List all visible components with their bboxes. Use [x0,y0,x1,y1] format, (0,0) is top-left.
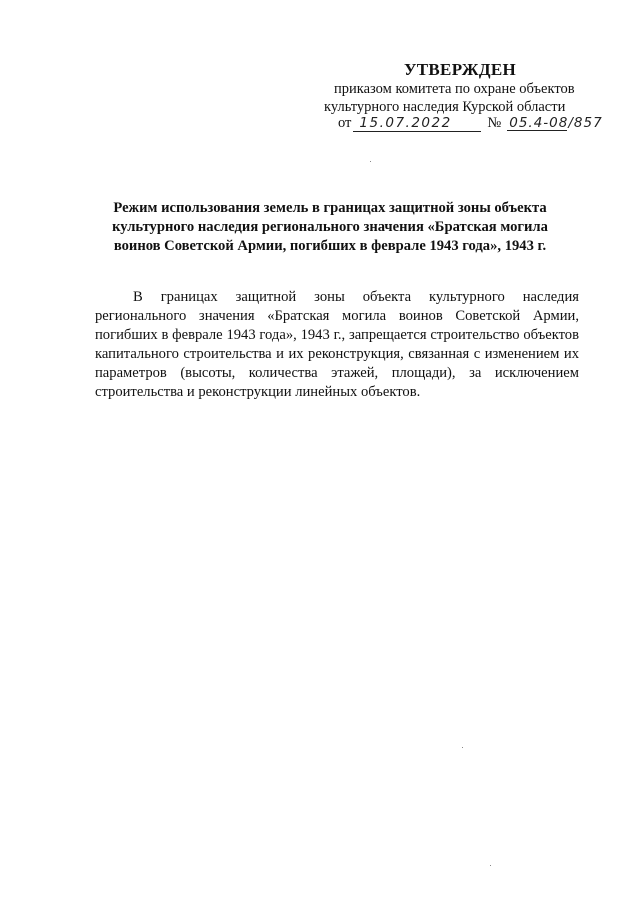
approval-date-number-row [338,115,603,132]
scan-speck [462,747,463,748]
handwritten-number: 05.4-08/857 [503,116,585,131]
approval-line-1: приказом комитета по охране объектов [334,81,575,97]
handwritten-date: 15.07.2022 [353,116,481,132]
scan-speck [370,161,371,162]
document-heading: Режим использования земель в границах защитной зоны объекта культурного наследия регионального значения «Братская могила воинов Советской Армии, погибших в феврале 1943 года», 1943 г. [112,200,548,254]
approval-title: УТВЕРЖДЕН [404,60,517,79]
approval-line-2: культурного наследия Курской области [324,99,566,115]
scan-speck [490,865,491,866]
number-label: № [487,115,502,131]
body-paragraph: В границах защитной зоны объекта культурного наследия регионального значения «Братская могила воинов Советской Армии, погибших в феврале 1943 года», 1943 г., запрещается строительство объектов капитального строительства и их реконструкция, связанная с изменением их параметров (высоты, количества этажей, площади), за исключением строительства и реконструкции линейных объектов. [95,289,579,400]
date-label: от [338,115,352,131]
